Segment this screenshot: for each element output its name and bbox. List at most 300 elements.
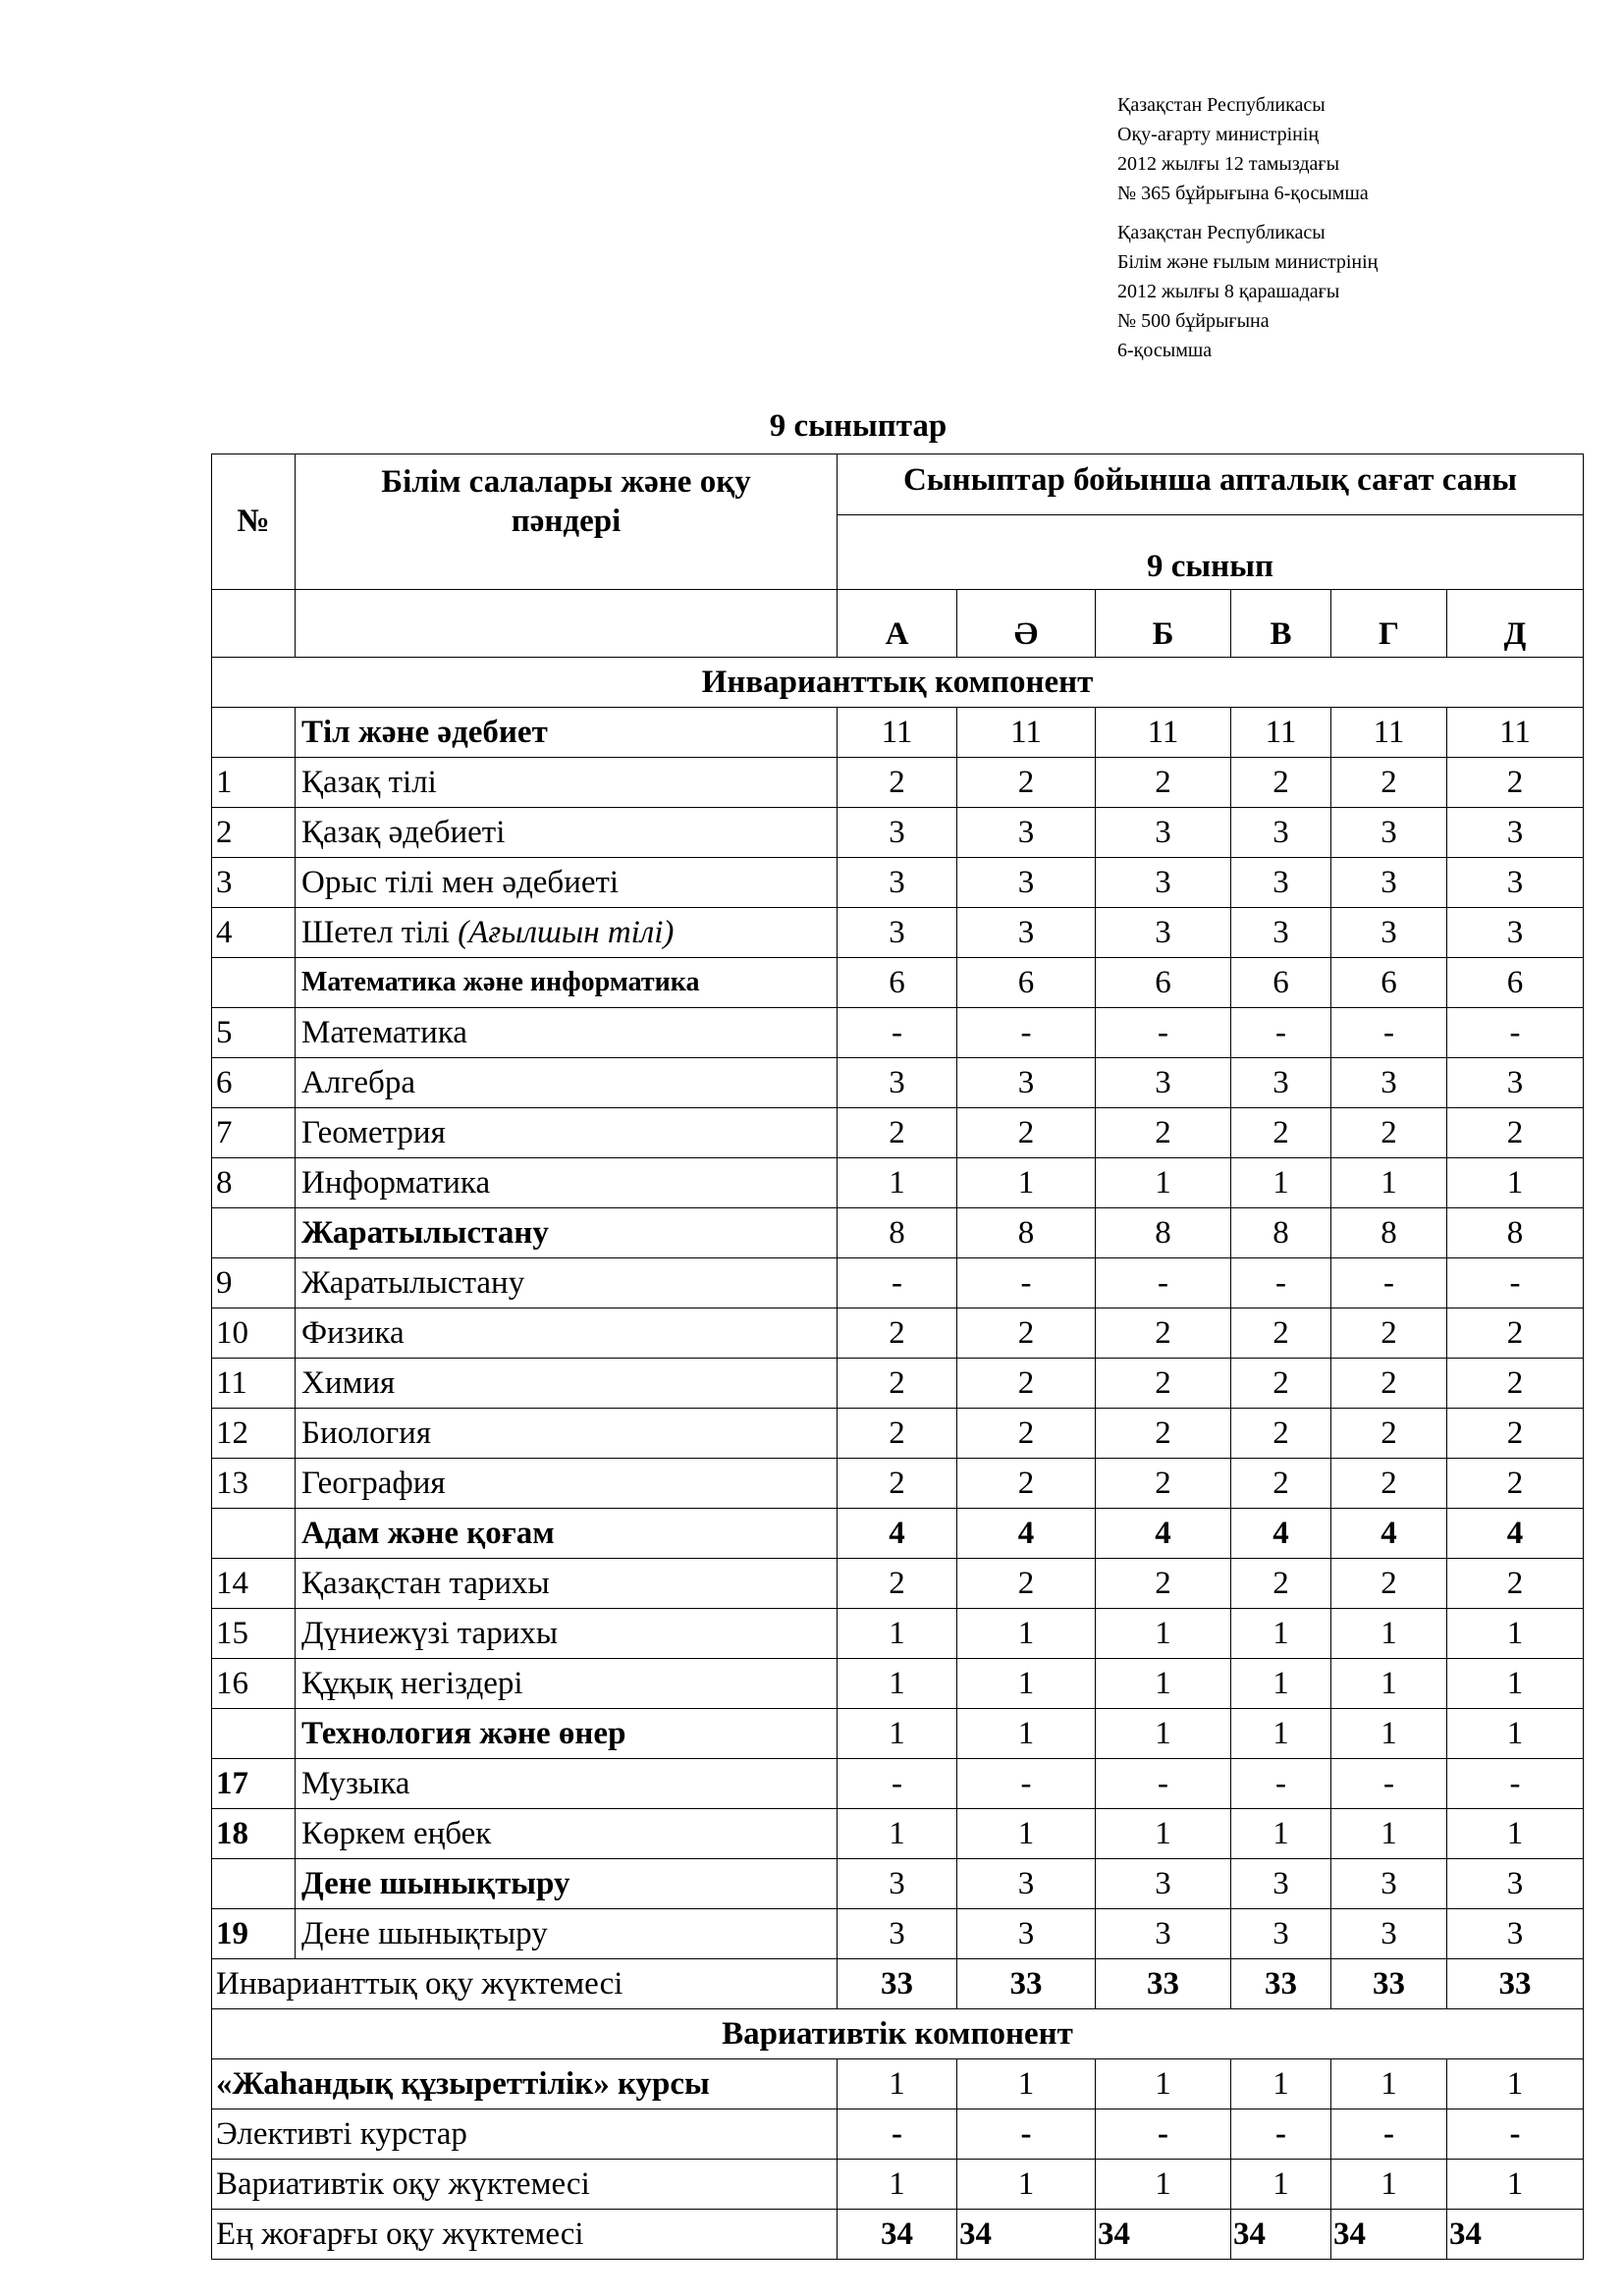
hours-cell: 2 — [957, 1108, 1096, 1158]
subject-text: Қазақ әдебиеті — [301, 814, 506, 850]
hours-cell: 1 — [838, 2160, 957, 2210]
subject-group-row — [212, 1859, 1584, 1909]
subject-row — [212, 758, 1584, 808]
total-cell: 33 — [1447, 1959, 1584, 2009]
subject-text: Технология және өнер — [301, 1715, 626, 1751]
hours-cell: 1 — [1331, 2059, 1447, 2109]
hours-cell: 11 — [1447, 708, 1584, 758]
subject-row — [212, 808, 1584, 858]
hours-cell: 3 — [1096, 808, 1231, 858]
row-number: 5 — [212, 1008, 296, 1058]
row-number: 8 — [212, 1158, 296, 1208]
hours-cell: 3 — [1096, 908, 1231, 958]
subject-group-row — [212, 708, 1584, 758]
hours-cell: 1 — [1447, 1709, 1584, 1759]
variative-section-row — [212, 2009, 1584, 2059]
row-number — [212, 1208, 296, 1258]
subject-text: Дүниежүзі тарихы — [301, 1615, 559, 1651]
variative-row — [212, 2109, 1584, 2160]
subject-row — [212, 1308, 1584, 1359]
hours-cell: 1 — [1447, 1158, 1584, 1208]
hours-cell: 3 — [838, 858, 957, 908]
subject-name — [296, 1659, 838, 1709]
subject-text: Информатика — [301, 1164, 491, 1201]
hours-cell: - — [957, 1258, 1096, 1308]
hours-cell: - — [1331, 1008, 1447, 1058]
hours-cell: 4 — [1331, 1509, 1447, 1559]
hours-cell: 4 — [1231, 1509, 1331, 1559]
hours-cell: 8 — [957, 1208, 1096, 1258]
curriculum-table — [211, 454, 1584, 2260]
hours-cell: 3 — [1096, 1058, 1231, 1108]
row-number: 19 — [212, 1909, 296, 1959]
hours-cell: 1 — [1331, 1609, 1447, 1659]
hours-cell: 2 — [1231, 1359, 1331, 1409]
hours-cell: 3 — [1231, 808, 1331, 858]
subject-row — [212, 1909, 1584, 1959]
subject-text: Қазақстан тарихы — [301, 1565, 550, 1601]
class-letter: Ә — [957, 590, 1096, 658]
hours-cell: 3 — [1231, 1909, 1331, 1959]
total-cell: 34 — [1231, 2210, 1331, 2260]
subject-group-name — [296, 708, 838, 758]
number-header: № — [212, 454, 296, 590]
row-number: 15 — [212, 1609, 296, 1659]
total-cell: 33 — [957, 1959, 1096, 2009]
subject-header — [296, 454, 838, 590]
hours-cell: 1 — [1096, 2059, 1231, 2109]
subject-row — [212, 1609, 1584, 1659]
hours-cell: - — [1096, 1008, 1231, 1058]
hours-cell: 1 — [1231, 2059, 1331, 2109]
hours-cell: 4 — [1096, 1509, 1231, 1559]
row-number: 3 — [212, 858, 296, 908]
hours-cell: 3 — [838, 908, 957, 958]
hours-cell: 2 — [838, 1308, 957, 1359]
subject-name — [296, 858, 838, 908]
subject-text: Химия — [301, 1364, 396, 1401]
subject-name — [296, 1158, 838, 1208]
hours-cell: 2 — [838, 1108, 957, 1158]
subject-text: Дене шынықтыру — [301, 1915, 548, 1951]
hours-cell: 1 — [1096, 1709, 1231, 1759]
subject-name — [296, 1459, 838, 1509]
hours-cell: 2 — [1331, 1409, 1447, 1459]
hours-cell: 3 — [1331, 1859, 1447, 1909]
hours-cell: 1 — [1447, 2160, 1584, 2210]
variative-label: «Жаһандық құзыреттілік» курсы — [212, 2059, 838, 2109]
hours-cell: 1 — [1231, 2160, 1331, 2210]
subject-name — [296, 758, 838, 808]
hours-cell: 3 — [1096, 1909, 1231, 1959]
subject-group-name — [296, 958, 838, 1008]
note-line: Қазақстан Республикасы — [1117, 94, 1326, 116]
hours-cell: - — [1096, 2109, 1231, 2160]
note-line: Қазақстан Республикасы — [1117, 222, 1326, 243]
subject-text: Музыка — [301, 1765, 410, 1801]
hours-cell: - — [1447, 1759, 1584, 1809]
hours-cell: 1 — [1331, 2160, 1447, 2210]
hours-cell: 3 — [1447, 858, 1584, 908]
subject-text: Физика — [301, 1314, 405, 1351]
subject-row — [212, 1409, 1584, 1459]
subject-row — [212, 1258, 1584, 1308]
hours-cell: 2 — [838, 1459, 957, 1509]
total-cell: 34 — [1331, 2210, 1447, 2260]
hours-cell: - — [1231, 1759, 1331, 1809]
hours-cell: 3 — [957, 1909, 1096, 1959]
hours-cell: 3 — [838, 1058, 957, 1108]
hours-cell: 2 — [1331, 1359, 1447, 1409]
subject-name — [296, 1759, 838, 1809]
subject-name — [296, 1308, 838, 1359]
hours-cell: 6 — [1231, 958, 1331, 1008]
hours-cell: 2 — [1231, 1459, 1331, 1509]
subject-group-row — [212, 1509, 1584, 1559]
hours-cell: - — [957, 2109, 1096, 2160]
invariant-total-row — [212, 1959, 1584, 2009]
row-number — [212, 1509, 296, 1559]
subject-note: (Ағылшын тілі) — [458, 914, 675, 950]
hours-cell: 1 — [838, 1609, 957, 1659]
hours-cell: 3 — [1331, 908, 1447, 958]
note-line: № 500 бұйрығына — [1117, 310, 1270, 332]
variative-row — [212, 2160, 1584, 2210]
hours-cell: 4 — [957, 1509, 1096, 1559]
hours-cell: - — [1447, 1258, 1584, 1308]
hours-cell: 1 — [957, 2059, 1096, 2109]
hours-cell: 3 — [1447, 1058, 1584, 1108]
hours-cell: - — [1331, 1759, 1447, 1809]
hours-cell: 1 — [1447, 1659, 1584, 1709]
hours-cell: 3 — [1096, 1859, 1231, 1909]
row-number: 18 — [212, 1809, 296, 1859]
hours-cell: 3 — [1231, 1859, 1331, 1909]
hours-cell: 1 — [838, 1809, 957, 1859]
row-number: 12 — [212, 1409, 296, 1459]
hours-cell: 6 — [1096, 958, 1231, 1008]
hours-cell: - — [1231, 1258, 1331, 1308]
hours-cell: 3 — [1331, 1058, 1447, 1108]
max-total-label: Ең жоғарғы оқу жүктемесі — [212, 2210, 838, 2260]
hours-cell: 1 — [1096, 1158, 1231, 1208]
hours-cell: 2 — [957, 1459, 1096, 1509]
hours-cell: 2 — [838, 1559, 957, 1609]
hours-cell: 2 — [838, 1359, 957, 1409]
hours-cell: 1 — [1096, 2160, 1231, 2210]
class-letter: А — [838, 590, 957, 658]
hours-cell: - — [838, 1258, 957, 1308]
hours-cell: 2 — [1096, 1108, 1231, 1158]
hours-cell: 2 — [1096, 1559, 1231, 1609]
empty-cell — [212, 590, 296, 658]
hours-cell: 2 — [1096, 1459, 1231, 1509]
hours-cell: 2 — [1447, 1409, 1584, 1459]
subject-group-name — [296, 1208, 838, 1258]
hours-cell: 2 — [1447, 1459, 1584, 1509]
row-number — [212, 1709, 296, 1759]
subject-name — [296, 908, 838, 958]
variative-label: Вариативтік оқу жүктемесі — [212, 2160, 838, 2210]
subject-text: Жаратылыстану — [301, 1264, 525, 1301]
hours-cell: - — [1331, 2109, 1447, 2160]
hours-cell: 2 — [1231, 1409, 1331, 1459]
subject-name — [296, 1909, 838, 1959]
hours-cell: 2 — [1331, 1308, 1447, 1359]
total-cell: 34 — [957, 2210, 1096, 2260]
subject-text: Математика және информатика — [301, 967, 700, 997]
hours-cell: 3 — [1331, 858, 1447, 908]
row-number: 4 — [212, 908, 296, 958]
row-number — [212, 958, 296, 1008]
hours-cell: 2 — [838, 1409, 957, 1459]
hours-cell: 1 — [957, 1609, 1096, 1659]
subject-text: Дене шынықтыру — [301, 1865, 570, 1901]
hours-cell: 3 — [838, 1859, 957, 1909]
note-line: 2012 жылғы 12 тамыздағы — [1117, 153, 1340, 175]
empty-cell — [296, 590, 838, 658]
hours-cell: 3 — [1447, 1909, 1584, 1959]
hours-cell: 3 — [838, 808, 957, 858]
hours-cell: 3 — [957, 808, 1096, 858]
hours-cell: 2 — [1331, 1459, 1447, 1509]
row-number: 9 — [212, 1258, 296, 1308]
subject-name — [296, 1359, 838, 1409]
hours-cell: - — [1331, 1258, 1447, 1308]
subject-name — [296, 1609, 838, 1659]
subject-name — [296, 808, 838, 858]
header-row-1 — [212, 454, 1584, 515]
subject-row — [212, 1459, 1584, 1509]
subject-group-name — [296, 1859, 838, 1909]
hours-cell: 1 — [957, 1709, 1096, 1759]
subject-text: Геометрия — [301, 1114, 446, 1150]
hours-cell: 8 — [838, 1208, 957, 1258]
hours-cell: 2 — [1096, 1359, 1231, 1409]
hours-cell: 6 — [957, 958, 1096, 1008]
hours-cell: 8 — [1096, 1208, 1231, 1258]
invariant-section-title: Инварианттық компонент — [212, 658, 1584, 708]
hours-cell: 2 — [1231, 1108, 1331, 1158]
subject-name — [296, 1258, 838, 1308]
hours-cell: - — [1447, 2109, 1584, 2160]
row-number: 16 — [212, 1659, 296, 1709]
hours-cell: 3 — [1231, 908, 1331, 958]
total-cell: 34 — [1447, 2210, 1584, 2260]
max-total-row — [212, 2210, 1584, 2260]
subject-row — [212, 1008, 1584, 1058]
subject-row — [212, 1158, 1584, 1208]
hours-cell: 4 — [838, 1509, 957, 1559]
hours-cell: 3 — [1096, 858, 1231, 908]
hours-cell: 1 — [1331, 1809, 1447, 1859]
subject-text: Тіл және әдебиет — [301, 714, 548, 750]
hours-cell: 2 — [1447, 1108, 1584, 1158]
subject-name — [296, 1058, 838, 1108]
variative-row — [212, 2059, 1584, 2109]
order-note-500 — [1117, 218, 1569, 365]
hours-cell: 2 — [1096, 758, 1231, 808]
hours-cell: 3 — [1231, 858, 1331, 908]
hours-cell: 2 — [957, 758, 1096, 808]
hours-cell: 2 — [957, 1359, 1096, 1409]
subject-text: Көркем еңбек — [301, 1815, 492, 1851]
hours-cell: 1 — [1096, 1609, 1231, 1659]
hours-cell: 8 — [1231, 1208, 1331, 1258]
subject-row — [212, 1659, 1584, 1709]
row-number: 6 — [212, 1058, 296, 1108]
hours-cell: - — [1231, 1008, 1331, 1058]
row-number: 14 — [212, 1559, 296, 1609]
hours-cell: 11 — [838, 708, 957, 758]
hours-cell: 2 — [1447, 758, 1584, 808]
subject-row — [212, 858, 1584, 908]
subject-text: Шетел тілі — [301, 914, 459, 950]
subject-text: Математика — [301, 1014, 467, 1050]
row-number: 17 — [212, 1759, 296, 1809]
total-cell: 34 — [838, 2210, 957, 2260]
hours-cell: 11 — [1096, 708, 1231, 758]
row-number: 13 — [212, 1459, 296, 1509]
subject-name — [296, 1409, 838, 1459]
hours-cell: 3 — [1231, 1058, 1331, 1108]
hours-cell: 2 — [957, 1409, 1096, 1459]
row-number — [212, 708, 296, 758]
note-line: Оқу-ағарту министрінің — [1117, 124, 1320, 145]
hours-cell: 1 — [1231, 1158, 1331, 1208]
hours-cell: 8 — [1331, 1208, 1447, 1258]
subject-row — [212, 908, 1584, 958]
note-line: 6-қосымша — [1117, 340, 1213, 361]
subject-name — [296, 1108, 838, 1158]
subject-row — [212, 1809, 1584, 1859]
note-line: № 365 бұйрығына 6-қосымша — [1117, 183, 1369, 204]
hours-cell: - — [1447, 1008, 1584, 1058]
invariant-total-label: Инварианттық оқу жүктемесі — [212, 1959, 838, 2009]
hours-cell: - — [957, 1008, 1096, 1058]
hours-cell: 1 — [838, 1709, 957, 1759]
subject-text: Орыс тілі мен әдебиеті — [301, 864, 620, 900]
class-letter: В — [1231, 590, 1331, 658]
subject-name — [296, 1008, 838, 1058]
hours-cell: 1 — [1447, 2059, 1584, 2109]
hours-cell: 2 — [1331, 1108, 1447, 1158]
hours-cell: 1 — [1447, 1809, 1584, 1859]
hours-cell: 1 — [838, 1659, 957, 1709]
row-number — [212, 1859, 296, 1909]
total-cell: 33 — [838, 1959, 957, 2009]
hours-cell: 3 — [1331, 1909, 1447, 1959]
hours-cell: 3 — [957, 1859, 1096, 1909]
hours-cell: 2 — [1331, 758, 1447, 808]
hours-cell: 2 — [1231, 758, 1331, 808]
subject-text: Биология — [301, 1415, 432, 1451]
hours-cell: 3 — [1447, 908, 1584, 958]
subject-row — [212, 1359, 1584, 1409]
subject-text: Адам және қоғам — [301, 1515, 555, 1551]
note-line: Білім және ғылым министрінің — [1117, 251, 1379, 273]
subject-group-row — [212, 958, 1584, 1008]
hours-cell: 1 — [1231, 1809, 1331, 1859]
hours-cell: 3 — [838, 1909, 957, 1959]
subject-name — [296, 1809, 838, 1859]
row-number: 7 — [212, 1108, 296, 1158]
hours-cell: 11 — [1231, 708, 1331, 758]
hours-cell: 3 — [957, 1058, 1096, 1108]
invariant-section-row — [212, 658, 1584, 708]
hours-cell: 1 — [1231, 1709, 1331, 1759]
class-letter: Б — [1096, 590, 1231, 658]
total-cell: 34 — [1096, 2210, 1231, 2260]
subject-name — [296, 1559, 838, 1609]
subject-text: Жаратылыстану — [301, 1214, 549, 1251]
hours-cell: 2 — [1096, 1308, 1231, 1359]
hours-cell: 11 — [1331, 708, 1447, 758]
hours-cell: 2 — [1447, 1308, 1584, 1359]
hours-cell: - — [1096, 1258, 1231, 1308]
hours-cell: 2 — [1447, 1359, 1584, 1409]
hours-cell: 2 — [1447, 1559, 1584, 1609]
hours-cell: 1 — [957, 1158, 1096, 1208]
hours-cell: - — [838, 1008, 957, 1058]
hours-cell: 1 — [1231, 1609, 1331, 1659]
hours-cell: 1 — [1331, 1158, 1447, 1208]
hours-cell: 3 — [1331, 808, 1447, 858]
subject-row — [212, 1559, 1584, 1609]
hours-cell: 4 — [1447, 1509, 1584, 1559]
subject-row — [212, 1058, 1584, 1108]
subject-group-name — [296, 1709, 838, 1759]
hours-cell: 1 — [1447, 1609, 1584, 1659]
row-number: 1 — [212, 758, 296, 808]
row-number: 11 — [212, 1359, 296, 1409]
total-cell: 33 — [1331, 1959, 1447, 2009]
hours-cell: 2 — [1096, 1409, 1231, 1459]
hours-cell: - — [838, 2109, 957, 2160]
weekly-hours-header: Сыныптар бойынша апталық сағат саны — [838, 454, 1584, 515]
hours-cell: 2 — [838, 758, 957, 808]
hours-cell: - — [1231, 2109, 1331, 2160]
hours-cell: 3 — [957, 908, 1096, 958]
class-header: 9 сынып — [838, 515, 1584, 590]
subject-row — [212, 1108, 1584, 1158]
subject-header-text: Білім салалары және оқу пәндері — [381, 464, 751, 539]
page-title: 9 сыныптар — [769, 408, 947, 444]
subject-group-name — [296, 1509, 838, 1559]
hours-cell: 1 — [1231, 1659, 1331, 1709]
hours-cell: 1 — [1096, 1659, 1231, 1709]
hours-cell: 2 — [1231, 1559, 1331, 1609]
hours-cell: 6 — [1447, 958, 1584, 1008]
subject-text: Құқық негіздері — [301, 1665, 523, 1701]
hours-cell: 2 — [957, 1308, 1096, 1359]
hours-cell: 1 — [838, 1158, 957, 1208]
subject-text: Қазақ тілі — [301, 764, 437, 800]
row-number: 2 — [212, 808, 296, 858]
subject-group-row — [212, 1709, 1584, 1759]
hours-cell: 6 — [1331, 958, 1447, 1008]
variative-label: Элективті курстар — [212, 2109, 838, 2160]
hours-cell: - — [838, 1759, 957, 1809]
hours-cell: 2 — [957, 1559, 1096, 1609]
subject-group-row — [212, 1208, 1584, 1258]
hours-cell: 2 — [1231, 1308, 1331, 1359]
hours-cell: 8 — [1447, 1208, 1584, 1258]
subject-text: География — [301, 1465, 446, 1501]
hours-cell: 1 — [1331, 1709, 1447, 1759]
hours-cell: 1 — [838, 2059, 957, 2109]
header-row-3 — [212, 590, 1584, 658]
